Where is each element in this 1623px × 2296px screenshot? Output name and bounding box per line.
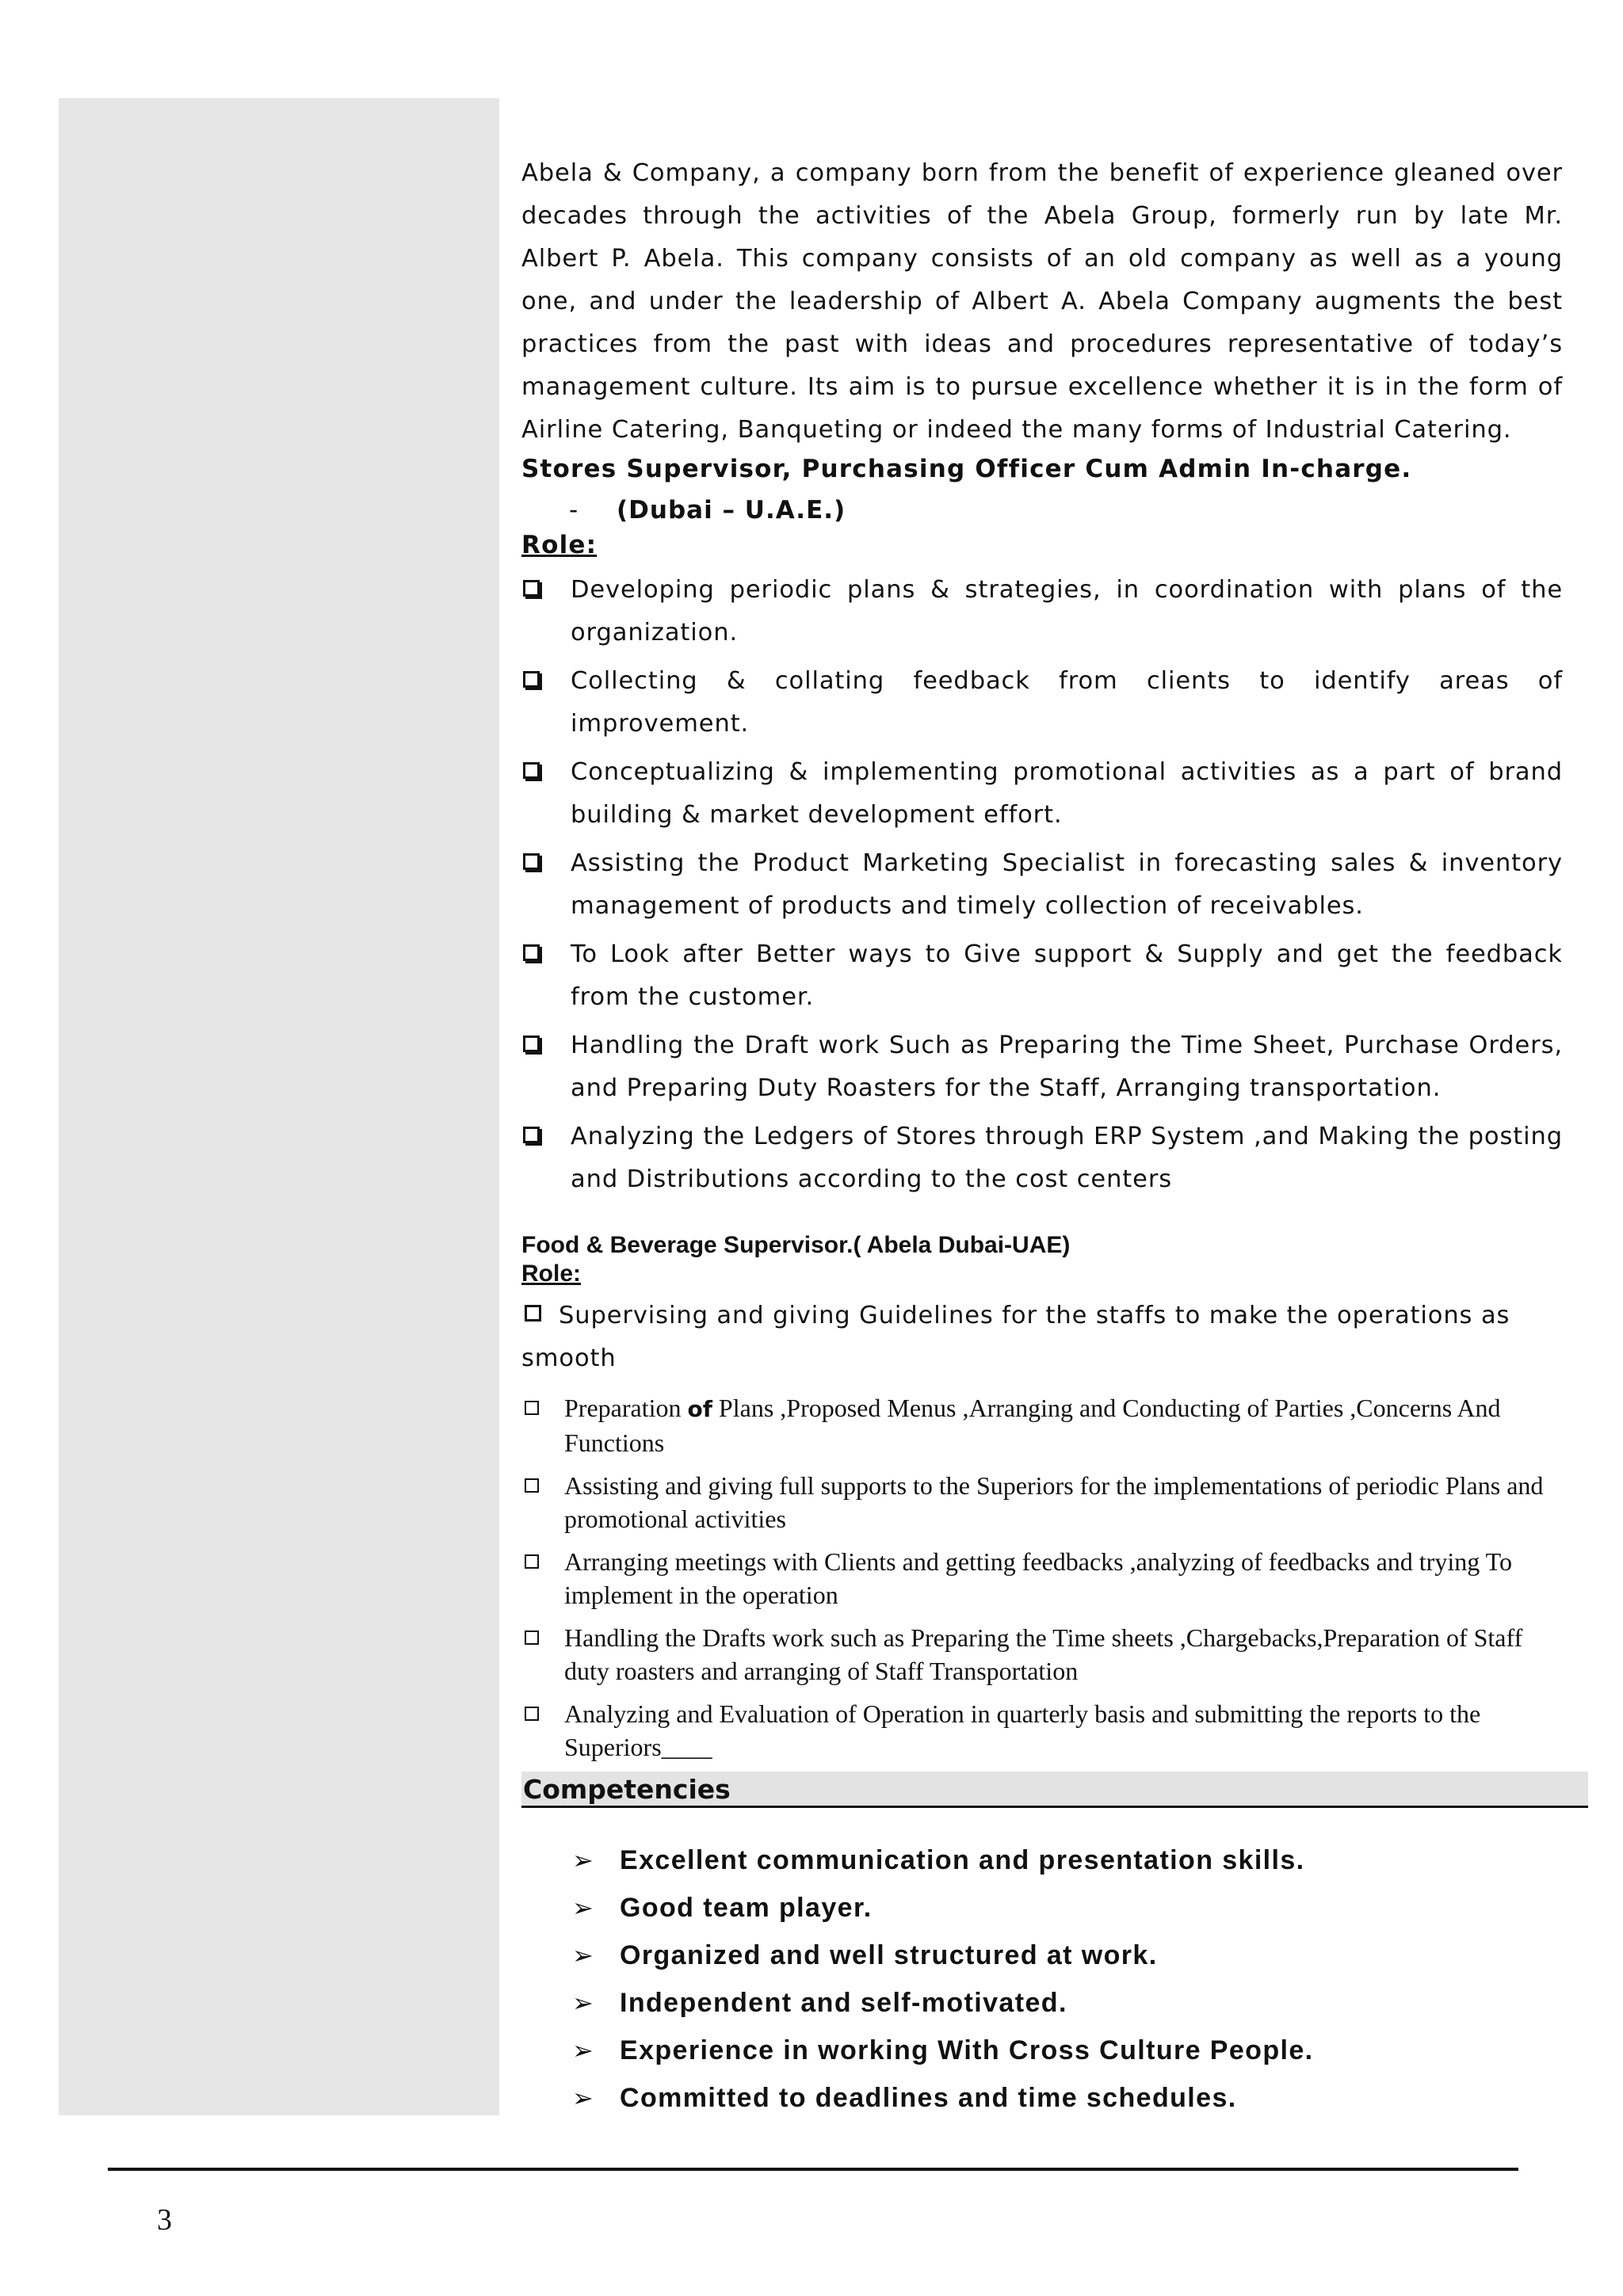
list-item [521, 1621, 1563, 1688]
arrow-bullet-icon: ➢ [572, 1941, 595, 1970]
main-content [521, 152, 1563, 1773]
list-item-text: Good team player. [620, 1893, 873, 1923]
list-item [521, 1024, 1563, 1110]
list-item-text: Conceptualizing & implementing promotional activities as a part of brand building & market development effort. [571, 758, 1563, 829]
intro-paragraph: Abela & Company, a company born from the benefit of experience gleaned over decades through the activities of the Abela Group, formerly run by late Mr. Albert P. Abela. This company consists of an old company as well as a young one, and under the leadership of Albert A. Abela Company augments the best practices from the past with ideas and procedures representative of today’s management culture. Its aim is to pursue excellence whether it is in the form of Airline Catering, Banqueting or indeed the many forms of Industrial Catering. [521, 159, 1563, 444]
checkbox-bullet-icon [525, 1478, 539, 1493]
list-item [572, 1836, 1314, 1884]
list-item-text: Analyzing the Ledgers of Stores through ERP System ,and Making the posting and Distributions according to the cost centers [571, 1123, 1563, 1193]
list-item-text: Excellent communication and presentation skills. [620, 1845, 1305, 1875]
list-item [572, 2027, 1314, 2074]
checkbox-bullet-icon [525, 1554, 539, 1569]
page-number: 3 [157, 2203, 172, 2237]
list-item-text: Collecting & collating feedback from clients to identify areas of improvement. [571, 667, 1563, 738]
job2-role-heading: Role: [521, 1261, 581, 1287]
list-item [521, 1391, 1563, 1459]
checkbox-bullet-icon [523, 671, 540, 688]
list-item [572, 1932, 1314, 1979]
list-item [521, 660, 1563, 746]
checkbox-bullet-icon [523, 580, 540, 597]
checkbox-bullet-icon [523, 1127, 540, 1143]
arrow-bullet-icon: ➢ [572, 1846, 595, 1875]
list-item-text: Assisting the Product Marketing Specialist in forecasting sales & inventory management of products and timely collection of receivables. [571, 849, 1563, 920]
checkbox-bullet-icon [523, 1035, 540, 1052]
location-dash: - [569, 496, 579, 524]
list-item [521, 1545, 1563, 1611]
list-item [521, 569, 1563, 654]
list-item [521, 1116, 1563, 1201]
job2-first-item [521, 1295, 1563, 1380]
checkbox-bullet-icon [523, 762, 540, 779]
list-item-text: Developing periodic plans & strategies, in coordination with plans of the organization. [571, 576, 1563, 646]
checkbox-bullet-icon [525, 1305, 541, 1322]
list-item-text: Supervising and giving Guidelines for the staffs to make the operations as smooth [521, 1302, 1510, 1372]
checkbox-bullet-icon [525, 1630, 539, 1645]
location-text: (Dubai – U.A.E.) [617, 496, 846, 524]
list-item-text: Handling the Drafts work such as Preparing the Time sheets ,Chargebacks,Preparation of Staff duty roasters and arranging of Staff Transportation [564, 1623, 1523, 1685]
list-item-text: Arranging meetings with Clients and getting feedbacks ,analyzing of feedbacks and trying To implement in the operation [564, 1547, 1512, 1609]
job1-title: Stores Supervisor, Purchasing Officer Cum Admin In-charge. [521, 455, 1412, 483]
checkbox-bullet-icon [523, 853, 540, 870]
list-item [521, 751, 1563, 837]
arrow-bullet-icon: ➢ [572, 1989, 595, 2017]
job2-title: Food & Beverage Supervisor.( Abela Dubai-UAE) [521, 1232, 1071, 1258]
job1-role-list [521, 569, 1563, 1201]
list-item [521, 1697, 1563, 1764]
job1-location [569, 493, 1563, 528]
footer-divider [108, 2168, 1518, 2171]
checkbox-bullet-icon [525, 1401, 539, 1415]
list-item [521, 933, 1563, 1019]
list-item-text: Organized and well structured at work. [620, 1940, 1158, 1970]
list-item-text: Plans ,Proposed Menus ,Arranging and Conducting of Parties ,Concerns And Functions [564, 1394, 1501, 1457]
arrow-bullet-icon: ➢ [572, 2084, 595, 2112]
checkbox-bullet-icon [523, 944, 540, 961]
checkbox-bullet-icon [525, 1707, 539, 1721]
list-item-text-bold: of [687, 1396, 712, 1422]
job1-role-heading: Role: [521, 531, 598, 559]
list-item-text: Committed to deadlines and time schedules. [620, 2083, 1237, 2113]
competencies-list [572, 1836, 1314, 2122]
sidebar-panel [59, 98, 499, 2115]
list-item-text: Preparation [564, 1394, 688, 1422]
arrow-bullet-icon: ➢ [572, 2036, 595, 2065]
job2-role-list [521, 1391, 1563, 1764]
list-item [572, 1979, 1314, 2027]
list-item-text: Independent and self-motivated. [620, 1988, 1067, 2018]
list-item-text: Handling the Draft work Such as Preparing the Time Sheet, Purchase Orders, and Preparing Duty Roasters for the Staff, Arranging transportation. [571, 1032, 1563, 1102]
list-item [521, 842, 1563, 928]
list-item-text: Assisting and giving full supports to the Superiors for the implementations of periodic Plans and promotional activities [564, 1471, 1544, 1533]
list-item-text: Analyzing and Evaluation of Operation in quarterly basis and submitting the reports to the Superiors____ [564, 1699, 1481, 1761]
list-item [521, 1469, 1563, 1535]
list-item-text: To Look after Better ways to Give support & Supply and get the feedback from the customer. [571, 940, 1563, 1011]
list-item-text: Experience in working With Cross Culture People. [620, 2035, 1314, 2065]
list-item [572, 2074, 1314, 2122]
arrow-bullet-icon: ➢ [572, 1894, 595, 1922]
competencies-heading: Competencies [521, 1772, 1588, 1808]
list-item [572, 1884, 1314, 1932]
